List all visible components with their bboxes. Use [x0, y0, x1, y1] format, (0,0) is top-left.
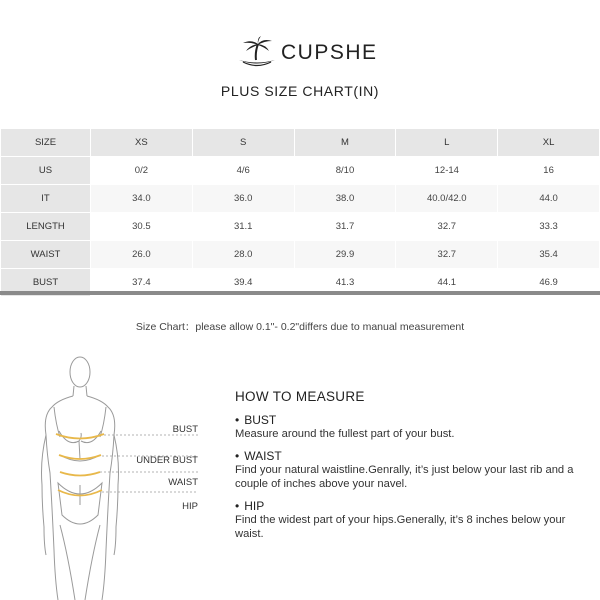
table-cell: 34.0 — [91, 185, 193, 213]
measure-item-waist — [235, 449, 585, 492]
bust-label: BUST — [172, 424, 198, 435]
table-row — [1, 157, 600, 185]
how-to-measure-title: HOW TO MEASURE — [235, 389, 365, 404]
palm-tree-island-icon — [236, 36, 278, 68]
bullet-icon: • — [235, 498, 240, 513]
chart-title: PLUS SIZE CHART(IN) — [220, 83, 380, 99]
table-header-row — [1, 129, 600, 157]
table-cell: 38.0 — [294, 185, 396, 213]
table-cell: 28.0 — [192, 241, 294, 269]
brand-name: CUPSHE — [281, 41, 378, 64]
table-cell: 44.0 — [498, 185, 600, 213]
row-label: BUST — [1, 269, 91, 297]
table-header-cell: S — [192, 129, 294, 157]
hip-label: HIP — [182, 501, 198, 512]
body-measurement-figure — [30, 355, 215, 600]
table-row — [1, 185, 600, 213]
how-to-measure-panel — [235, 389, 585, 549]
measure-description: Measure around the fullest part of your bust. — [235, 428, 455, 440]
table-bottom-rule — [0, 291, 600, 295]
measure-description: Find the widest part of your hips.Generally, it’s 8 inches below your waist. — [235, 513, 566, 540]
under-bust-label: UNDER BUST — [136, 455, 198, 466]
table-cell: 40.0/42.0 — [396, 185, 498, 213]
table-cell: 33.3 — [498, 213, 600, 241]
table-header-cell: L — [396, 129, 498, 157]
table-header-cell: XL — [498, 129, 600, 157]
measure-item-bust — [235, 413, 585, 442]
table-cell: 29.9 — [294, 241, 396, 269]
table-cell: 44.1 — [396, 269, 498, 297]
table-cell: 39.4 — [192, 269, 294, 297]
measure-item-hip — [235, 499, 585, 542]
table-cell: 30.5 — [91, 213, 193, 241]
table-row — [1, 213, 600, 241]
table-cell: 31.1 — [192, 213, 294, 241]
table-cell: 0/2 — [91, 157, 193, 185]
table-header-cell: M — [294, 129, 396, 157]
table-cell: 46.9 — [498, 269, 600, 297]
table-cell: 31.7 — [294, 213, 396, 241]
row-label: IT — [1, 185, 91, 213]
brand-header — [0, 36, 600, 70]
row-label: WAIST — [1, 241, 91, 269]
table-cell: 4/6 — [192, 157, 294, 185]
table-cell: 35.4 — [498, 241, 600, 269]
table-cell: 32.7 — [396, 213, 498, 241]
table-cell: 26.0 — [91, 241, 193, 269]
measurement-note: Size Chart：please allow 0.1"- 0.2"differs due to manual measurement — [135, 321, 465, 333]
table-cell: 41.3 — [294, 269, 396, 297]
table-header-cell: XS — [91, 129, 193, 157]
table-cell: 12-14 — [396, 157, 498, 185]
waist-label: WAIST — [168, 477, 198, 488]
size-chart-table — [0, 128, 600, 297]
bullet-icon: • — [235, 448, 240, 463]
table-cell: 36.0 — [192, 185, 294, 213]
measure-heading: WAIST — [244, 448, 282, 463]
table-header-cell: SIZE — [1, 129, 91, 157]
row-label: LENGTH — [1, 213, 91, 241]
table-cell: 32.7 — [396, 241, 498, 269]
row-label: US — [1, 157, 91, 185]
measure-heading: HIP — [244, 498, 265, 513]
table-cell: 37.4 — [91, 269, 193, 297]
bullet-icon: • — [235, 413, 240, 427]
measure-description: Find your natural waistline.Genrally, it’s just below your last rib and a couple of inches above your navel. — [235, 463, 574, 490]
table-cell: 8/10 — [294, 157, 396, 185]
table-row — [1, 241, 600, 269]
measure-heading: BUST — [244, 413, 277, 427]
table-cell: 16 — [498, 157, 600, 185]
